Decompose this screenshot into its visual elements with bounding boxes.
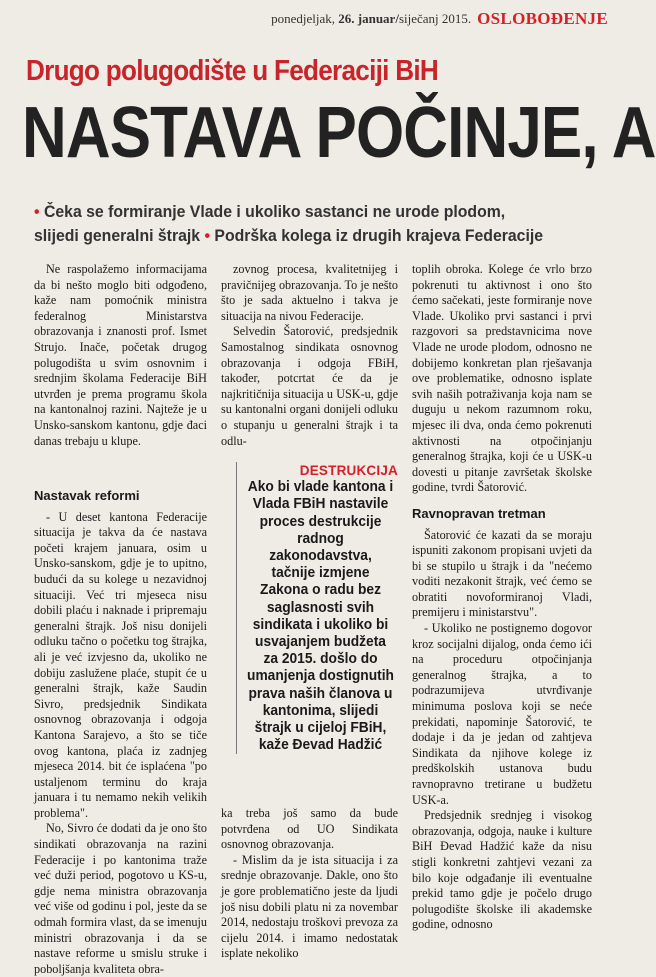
pull-quote <box>236 462 398 754</box>
bullet-icon: • <box>34 202 40 221</box>
subheading-reforms: Nastavak reformi <box>34 488 140 503</box>
paragraph: - Ukoliko ne postignemo dogovor kroz socijalni dijalog, onda ćemo ići na proceduru otpočinjanja generalnog štrajka, a to podrazumijeva utvrđivanje minimuma poslova koji se neće prekidati, napominje Šatorović, te dodaje i da je jedan od zahtjeva Sindikata da njihove kolege iz predškolskih ustanova budu ravnopravno tretirane u budžetu USK-a. <box>412 621 592 807</box>
column-2-bottom <box>221 806 398 962</box>
paragraph: ka treba još samo da bude potvrđena od UO Sindikata osnovnog obrazovanja. <box>221 806 398 852</box>
article-subheading: • Čeka se formiranje Vlade i ukoliko sastanci ne urode plodom, slijedi generalni štrajk • Podrška kolega iz drugih krajeva Federacije <box>34 202 544 245</box>
paragraph: No, Sivro će dodati da je ono što sindikati obrazovanja na razini Federacije i po kantonima traže već duži period, pogotovo u KS-u, gdje nema ministra obrazovanja već više od godinu i pol, jeste da se odmah formira vlast, da se imenuju ministri obrazovanja i da se nastave reforme u smislu struke i poboljšanja kvaliteta obra- <box>34 821 207 976</box>
paragraph: Ne raspolažemo informacijama da bi nešto moglo biti odgođeno, kaže nam pomoćnik ministra federalnog Ministarstva obrazovanja i znanosti prof. Ismet Strujo. Inače, početak drugog polugodišta u svim osnovnim i srednjim školama Federacije BiH utvrđen je prema programu škola na kantonalnoj razini. Najteže je u Unsko-sanskom kantonu, gdje đaci danas trebaju u klupe. <box>34 262 207 448</box>
pull-quote-label: DESTRUKCIJA <box>299 463 398 478</box>
paragraph: - U deset kantona Federacije situacija je takva da će nastava početi krajem januara, osim u Unsko-sanskom, gdje je to upitno, budući da su kolege u nezavidnoj situaciji. Već tri mjeseca nisu dobili plaću i naknade i pripremaju generalni štrajk. Još nisu donijeli odluku tačno o početku tog štrajka, ali je već izvjesno da, ukoliko ne dobiju zaslužene plaće, stupit će u generalni štrajk, kaže Saudin Sivro, predsjednik Sindikata osnovnog obrazovanja i odgoja Kantona Sarajevo, a što se tiče ovog kantona, plaća iz zadnjeg mjeseca 2014. bit će isplaćena "po ustaljenom terminu do kraja januara i tu nemamo nekih velikih problema". <box>34 509 207 820</box>
column-1-bottom <box>34 478 207 977</box>
bullet-icon: • <box>204 226 211 245</box>
pull-quote-text: Ako bi vlade kantona i Vlada FBiH nastavile proces destrukcije radnog zakonodavstva, tačnije izmjene Zakona o radu bez saglasnosti svih sindikata i ukoliko bi usvajanjem budžeta za 2015. došlo do umanjenja dostignutih prava naših članova u kantonima, slijedi štrajk u cijeloj FBiH, kaže Đevad Hadžić <box>247 479 394 754</box>
column-2-top <box>221 262 398 449</box>
paragraph: - Mislim da je ista situacija i za srednje obrazovanje. Dakle, ono što je gore problematično jeste da ljudi još nisu dobili platu ni za novembar 2014, nedostaju troškovi prevoza za cijelu 2014. i imamo nedostatak isplate nekoliko <box>221 852 398 961</box>
paragraph: Šatorović će kazati da se moraju ispuniti zakonom propisani uvjeti da bi se stupilo u štrajk i da "nećemo voditi nezakonit štrajk, već ćemo se obratiti novoformiranoj Vladi, premijeru i ministarstvu". <box>412 527 592 620</box>
column-1-top <box>34 262 207 449</box>
paragraph: toplih obroka. Kolege će vrlo brzo pokrenuti tu aktivnost i ono što ćemo sačekati, jeste formiranje nove Vlade. Ukoliko prvi sastanci i prvi razgovori sa predstavnicima nove Vlade ne urode plodom, odnosno ne dobijemo konkretan plan rješavanja ove problematike, odnosno isplate svih naših potraživanja koja nam se duguju u nekom razumnom roku, mjesec ili dva, onda ćemo pokrenuti aktivnosti na otpočinjanju generalnog štrajka, koji će u USK-u dovesti u pitanje završetak školske godine, tvrdi Šatorović. <box>412 262 592 495</box>
masthead <box>10 8 608 30</box>
paragraph: Predsjednik srednjeg i visokog obrazovanja, odgoja, nauke i kulture BiH Đevad Hadžić kaže da nisu stigli konkretni zahtjevi vezani za bilo koje odgađanje ili eventualne prekid tamo gdje je počelo drugo polugodište školske ili akademske godine, odnosno <box>412 808 592 932</box>
newspaper-brand: OSLOBOĐENJE <box>477 9 608 28</box>
issue-date: ponedjeljak, 26. januar/siječanj 2015. <box>271 11 472 26</box>
article-headline: NASTAVA POČINJE, A <box>22 93 656 173</box>
paragraph: Selvedin Šatorović, predsjednik Samostalnog sindikata osnovnog obrazovanja i odgoja FBiH, također, potcrtat će da je najkritičnija situacija u USK-u, gdje su kantonalni organi donijeli odluku o stupanju u generalni štrajk i ta odlu- <box>221 324 398 448</box>
paragraph: zovnog procesa, kvalitetnijeg i pravičnijeg obrazovanja. To je nešto što je sada aktuelno i takva je situacija na nivou Federacije. <box>221 262 398 323</box>
subheading-equal-treatment: Ravnopravan tretman <box>412 505 546 521</box>
article-kicker: Drugo polugodište u Federaciji BiH <box>26 55 439 87</box>
column-3 <box>412 262 592 933</box>
